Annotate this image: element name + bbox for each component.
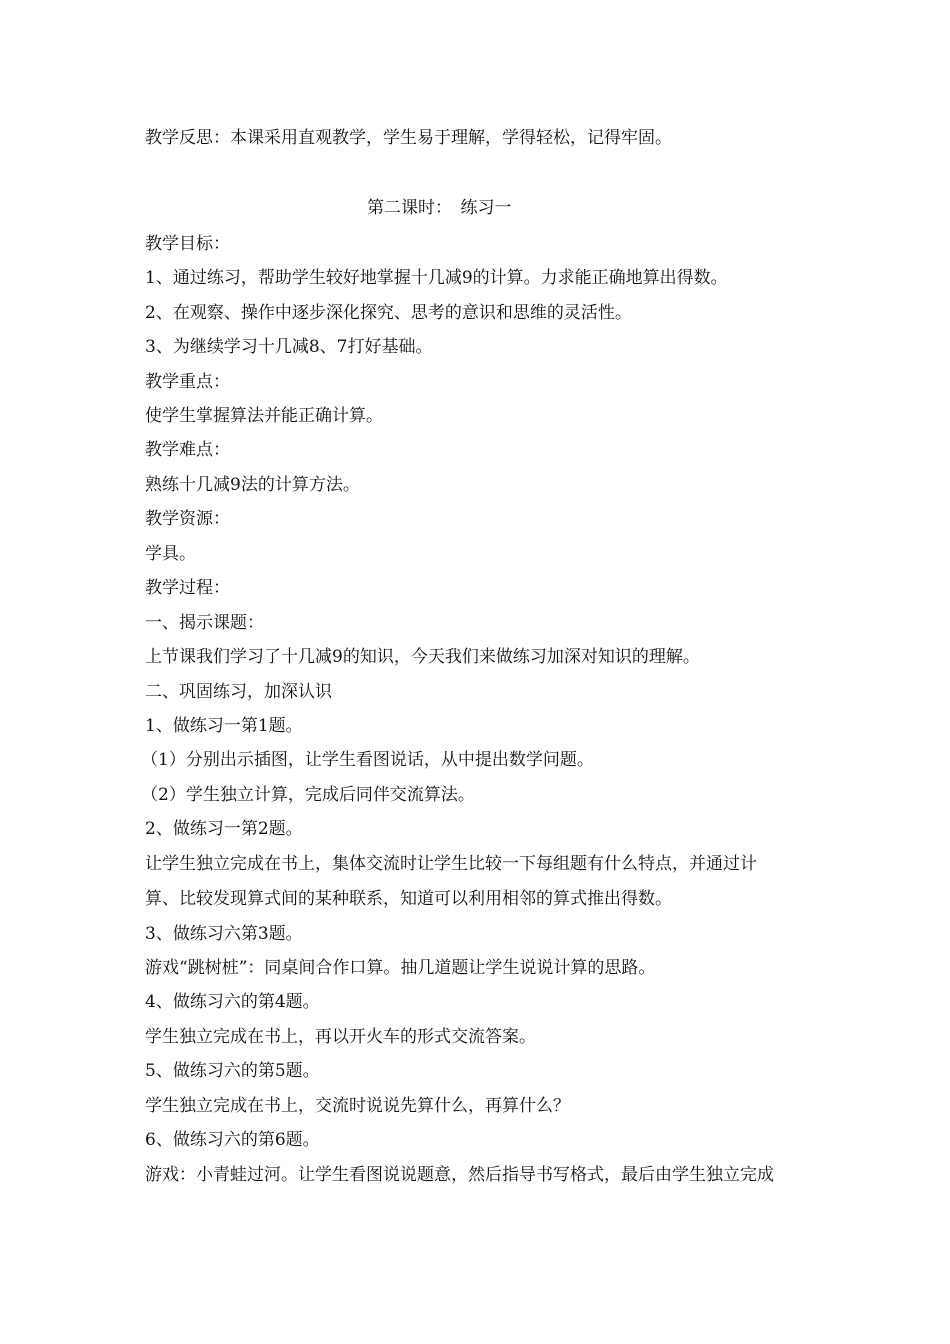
process-step-1-text: 上节课我们学习了十几减9的知识，今天我们来做练习加深对知识的理解。 bbox=[145, 647, 700, 667]
section-heading-difficulties: 教学难点： bbox=[145, 440, 230, 460]
difficulties-text: 熟练十几减9法的计算方法。 bbox=[145, 475, 360, 495]
exercise-2-heading: 2、做练习一第2题。 bbox=[145, 819, 303, 839]
section-heading-process: 教学过程： bbox=[145, 578, 230, 598]
exercise-1-heading: 1、做练习一第1题。 bbox=[145, 716, 303, 736]
process-step-2-heading: 二、巩固练习，加深认识 bbox=[145, 682, 332, 702]
exercise-2-text-line-1: 让学生独立完成在书上，集体交流时让学生比较一下每组题有什么特点，并通过计 bbox=[145, 854, 757, 874]
objective-3: 3、为继续学习十几减8、7打好基础。 bbox=[145, 337, 433, 357]
exercise-3-text: 游戏“跳树桩”：同桌间合作口算。抽几道题让学生说说计算的思路。 bbox=[145, 958, 656, 978]
exercise-4-text: 学生独立完成在书上，再以开火车的形式交流答案。 bbox=[145, 1027, 536, 1047]
objective-2: 2、在观察、操作中逐步深化探究、思考的意识和思维的灵活性。 bbox=[145, 303, 632, 323]
exercise-1-item-1: （1）分别出示插图，让学生看图说话，从中提出数学问题。 bbox=[141, 750, 594, 770]
exercise-6-heading: 6、做练习六的第6题。 bbox=[145, 1130, 320, 1150]
section-heading-resources: 教学资源： bbox=[145, 509, 230, 529]
exercise-5-text: 学生独立完成在书上，交流时说说先算什么，再算什么？ bbox=[145, 1096, 570, 1116]
exercise-4-heading: 4、做练习六的第4题。 bbox=[145, 992, 320, 1012]
exercise-2-text-line-2: 算、比较发现算式间的某种联系，知道可以利用相邻的算式推出得数。 bbox=[145, 889, 672, 909]
key-points-text: 使学生掌握算法并能正确计算。 bbox=[145, 406, 383, 426]
resources-text: 学具。 bbox=[145, 544, 196, 564]
section-heading-objectives: 教学目标： bbox=[145, 234, 230, 254]
objective-1: 1、通过练习，帮助学生较好地掌握十几减9的计算。力求能正确地算出得数。 bbox=[145, 268, 728, 288]
exercise-1-item-2: （2）学生独立计算，完成后同伴交流算法。 bbox=[141, 785, 475, 805]
teaching-reflection: 教学反思：本课采用直观教学，学生易于理解，学得轻松，记得牢固。 bbox=[145, 128, 672, 148]
exercise-5-heading: 5、做练习六的第5题。 bbox=[145, 1061, 320, 1081]
exercise-6-text: 游戏：小青蛙过河。让学生看图说说题意，然后指导书写格式，最后由学生独立完成 bbox=[145, 1165, 774, 1185]
process-step-1-heading: 一、揭示课题： bbox=[145, 613, 264, 633]
section-heading-key-points: 教学重点： bbox=[145, 372, 230, 392]
lesson-title: 第二课时： 练习一 bbox=[367, 198, 512, 218]
exercise-3-heading: 3、做练习六第3题。 bbox=[145, 924, 303, 944]
